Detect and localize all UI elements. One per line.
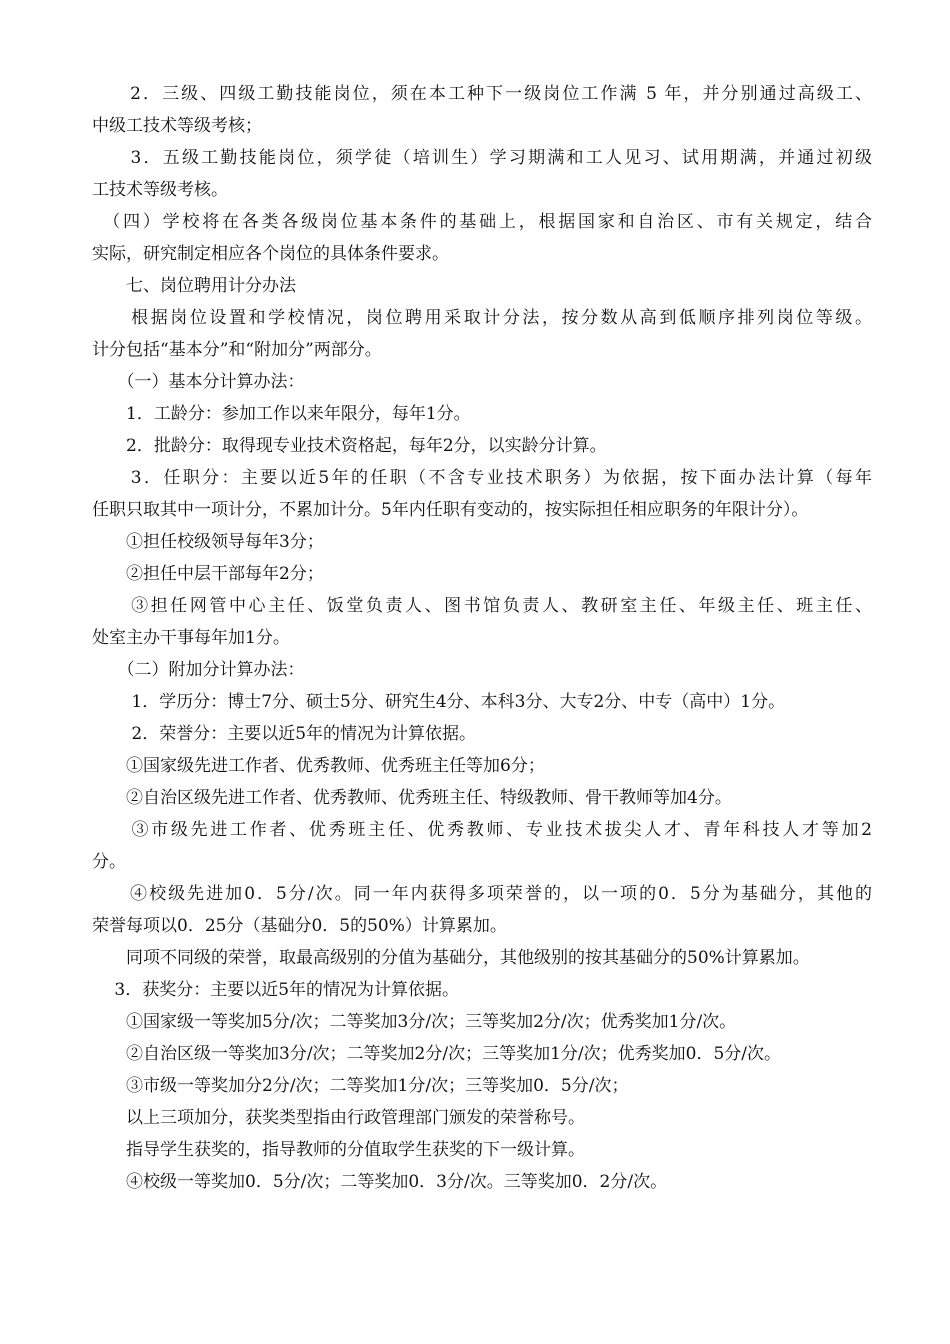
- text-line-23: ②自治区级先进工作者、优秀教师、优秀班主任、特级教师、骨干教师等加4分。: [92, 788, 732, 808]
- text-line-3: 3．五级工勤技能岗位，须学徒（培训生）学习期满和工人见习、试用期满，并通过初级: [92, 148, 872, 168]
- text-line-9: 计分包括“基本分”和“附加分”两部分。: [92, 340, 382, 360]
- text-line-2: 中级工技术等级考核；: [92, 116, 262, 136]
- text-line-20: 1．学历分：博士7分、硕士5分、研究生4分、本科3分、大专2分、中专（高中）1分。: [92, 692, 786, 712]
- text-line-27: 荣誉每项以0．25分（基础分0．5的50%）计算累加。: [92, 916, 507, 936]
- text-line-1: 2．三级、四级工勤技能岗位，须在本工种下一级岗位工作满 5 年，并分别通过高级工、: [92, 84, 872, 104]
- text-line-4: 工技术等级考核。: [92, 180, 228, 200]
- text-line-29: 3．获奖分：主要以近5年的情况为计算依据。: [92, 980, 460, 1000]
- text-line-24: ③市级先进工作者、优秀班主任、优秀教师、专业技术拔尖人才、青年科技人才等加2: [92, 820, 872, 840]
- text-line-25: 分。: [92, 852, 126, 872]
- text-line-16: ②担任中层干部每年2分；: [92, 564, 324, 584]
- subheading-basic-score: （一）基本分计算办法：: [92, 372, 305, 392]
- text-line-32: ③市级一等奖加分2分/次；二等奖加1分/次；三等奖加0．5分/次；: [92, 1076, 629, 1096]
- text-line-34: 指导学生获奖的，指导教师的分值取学生获奖的下一级计算。: [92, 1140, 585, 1160]
- text-line-33: 以上三项加分，获奖类型指由行政管理部门颁发的荣誉称号。: [92, 1108, 585, 1128]
- text-line-12: 2．批龄分：取得现专业技术资格起，每年2分，以实龄分计算。: [92, 436, 607, 456]
- text-line-26: ④校级先进加0．5分/次。同一年内获得多项荣誉的，以一项的0．5分为基础分，其他的: [92, 884, 872, 904]
- section-heading-7: 七、岗位聘用计分办法: [92, 276, 296, 296]
- text-line-30: ①国家级一等奖加5分/次；二等奖加3分/次；三等奖加2分/次；优秀奖加1分/次。: [92, 1012, 737, 1032]
- text-line-15: ①担任校级领导每年3分；: [92, 532, 324, 552]
- text-line-18: 处室主办干事每年加1分。: [92, 628, 290, 648]
- text-line-21: 2．荣誉分：主要以近5年的情况为计算依据。: [92, 724, 477, 744]
- text-line-17: ③担任网管中心主任、饭堂负责人、图书馆负责人、教研室主任、年级主任、班主任、: [92, 596, 872, 616]
- text-line-14: 任职只取其中一项计分，不累加计分。5年内任职有变动的，按实际担任相应职务的年限计分）。: [92, 500, 809, 520]
- subheading-extra-score: （二）附加分计算办法：: [92, 660, 305, 680]
- text-line-5: （四）学校将在各类各级岗位基本条件的基础上，根据国家和自治区、市有关规定，结合: [92, 212, 872, 232]
- text-line-8: 根据岗位设置和学校情况，岗位聘用采取计分法，按分数从高到低顺序排列岗位等级。: [92, 308, 872, 328]
- text-line-28: 同项不同级的荣誉，取最高级别的分值为基础分，其他级别的按其基础分的50%计算累加。: [92, 948, 810, 968]
- text-line-13: 3．任职分：主要以近5年的任职（不含专业技术职务）为依据，按下面办法计算（每年: [92, 468, 872, 488]
- text-line-22: ①国家级先进工作者、优秀教师、优秀班主任等加6分；: [92, 756, 545, 776]
- text-line-35: ④校级一等奖加0．5分/次；二等奖加0．3分/次。三等奖加0．2分/次。: [92, 1172, 668, 1192]
- text-line-11: 1．工龄分：参加工作以来年限分，每年1分。: [92, 404, 471, 424]
- text-line-31: ②自治区级一等奖加3分/次；二等奖加2分/次；三等奖加1分/次；优秀奖加0．5分/次。: [92, 1044, 781, 1064]
- text-line-6: 实际，研究制定相应各个岗位的具体条件要求。: [92, 244, 449, 264]
